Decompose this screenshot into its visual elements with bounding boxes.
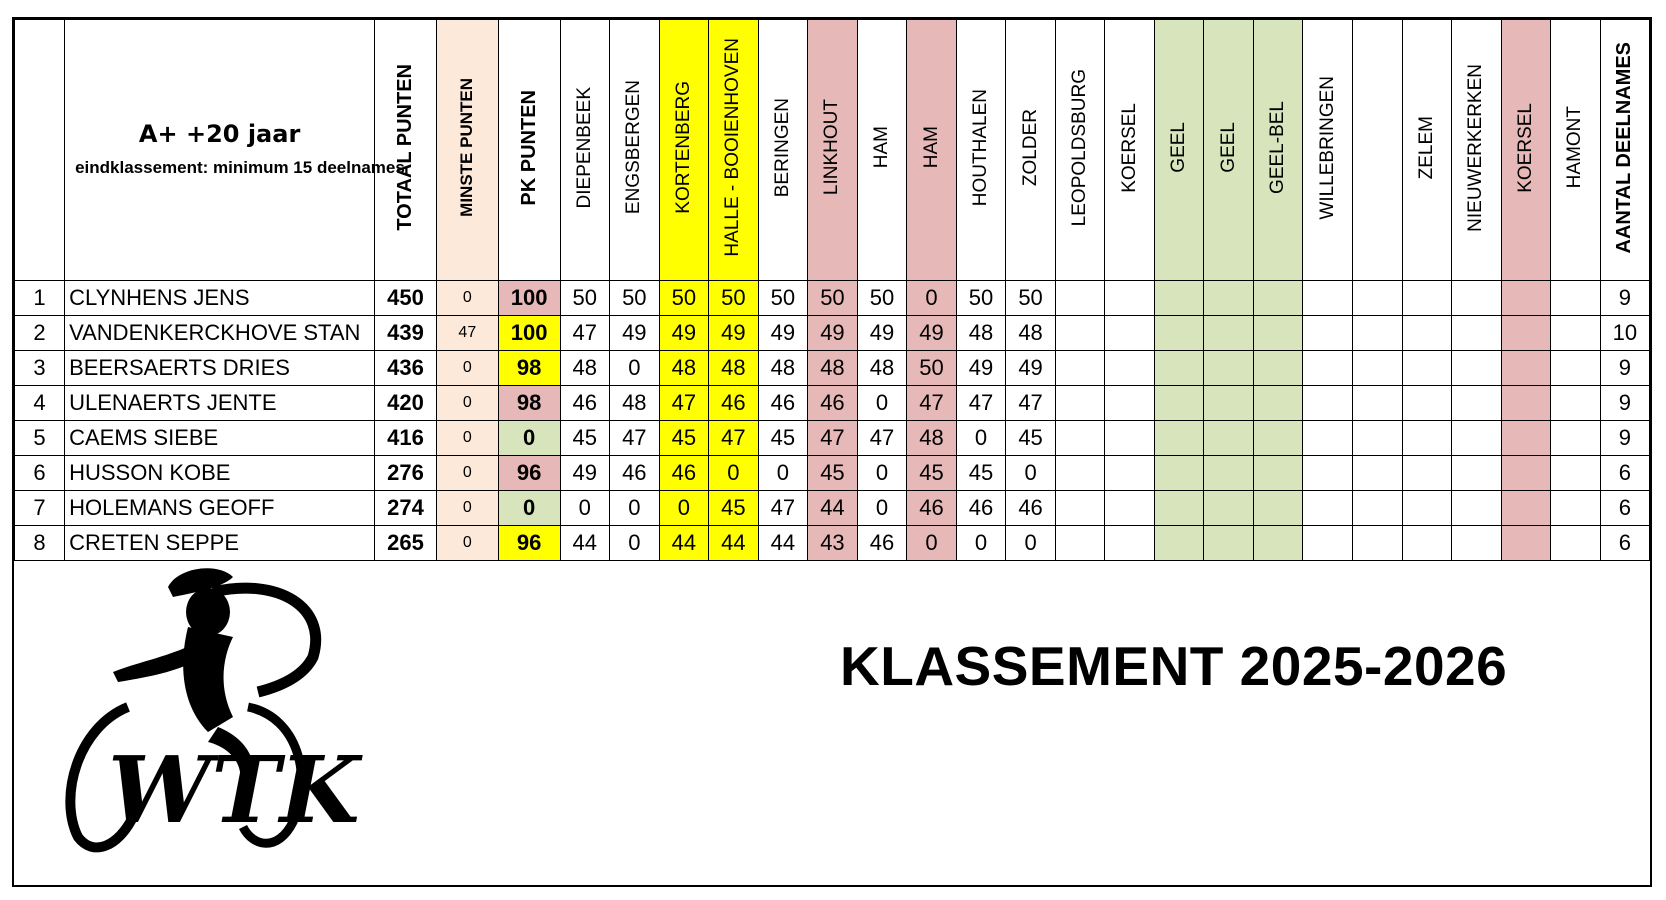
race-score xyxy=(1452,456,1502,491)
race-score: 44 xyxy=(560,526,610,561)
race-score xyxy=(1402,386,1452,421)
race-score xyxy=(1105,351,1155,386)
race-score: 47 xyxy=(610,421,660,456)
race-score: 48 xyxy=(956,316,1006,351)
race-header-12: GEEL xyxy=(1154,20,1204,281)
race-score: 0 xyxy=(857,456,907,491)
table-row xyxy=(15,316,1650,351)
race-score xyxy=(1105,456,1155,491)
total-points: 450 xyxy=(375,281,437,316)
race-score xyxy=(1452,491,1502,526)
race-score xyxy=(1551,421,1601,456)
race-score xyxy=(1501,456,1551,491)
race-score: 45 xyxy=(709,491,759,526)
race-score: 0 xyxy=(1006,456,1056,491)
race-score: 45 xyxy=(1006,421,1056,456)
race-score xyxy=(1055,386,1105,421)
race-score: 50 xyxy=(659,281,709,316)
race-header-3: HALLE - BOOIENHOVEN xyxy=(709,20,759,281)
race-score: 45 xyxy=(907,456,957,491)
minste-points: 0 xyxy=(436,526,498,561)
minste-points: 0 xyxy=(436,421,498,456)
race-score: 48 xyxy=(907,421,957,456)
race-score xyxy=(1452,316,1502,351)
race-score xyxy=(1105,491,1155,526)
race-score: 49 xyxy=(560,456,610,491)
race-score xyxy=(1353,491,1403,526)
race-score: 48 xyxy=(758,351,808,386)
race-score: 44 xyxy=(709,526,759,561)
race-score: 47 xyxy=(1006,386,1056,421)
race-score xyxy=(1303,491,1353,526)
race-score: 0 xyxy=(610,351,660,386)
race-score xyxy=(1154,421,1204,456)
pk-points: 100 xyxy=(498,281,560,316)
race-score xyxy=(1402,316,1452,351)
race-score: 47 xyxy=(659,386,709,421)
race-score: 45 xyxy=(560,421,610,456)
table-row xyxy=(15,456,1650,491)
race-score xyxy=(1551,386,1601,421)
race-score xyxy=(1402,351,1452,386)
race-score: 50 xyxy=(709,281,759,316)
race-score xyxy=(1402,421,1452,456)
race-score: 49 xyxy=(659,316,709,351)
klassement-title: KLASSEMENT 2025-2026 xyxy=(840,635,1508,697)
race-score xyxy=(1154,281,1204,316)
race-score: 48 xyxy=(610,386,660,421)
race-score: 46 xyxy=(808,386,858,421)
race-score: 48 xyxy=(1006,316,1056,351)
race-score xyxy=(1154,386,1204,421)
minste-points: 0 xyxy=(436,351,498,386)
race-score xyxy=(1055,351,1105,386)
race-score: 46 xyxy=(1006,491,1056,526)
table-row xyxy=(15,281,1650,316)
deelnames-count: 6 xyxy=(1600,491,1649,526)
race-score: 45 xyxy=(808,456,858,491)
minste-header: MINSTE PUNTEN xyxy=(436,20,498,281)
race-score xyxy=(1303,386,1353,421)
race-header-15: WILLEBRINGEN xyxy=(1303,20,1353,281)
rank-cell: 6 xyxy=(15,456,65,491)
race-score xyxy=(1452,421,1502,456)
race-score: 50 xyxy=(1006,281,1056,316)
race-score: 47 xyxy=(956,386,1006,421)
race-score xyxy=(1204,281,1254,316)
race-score xyxy=(1154,316,1204,351)
race-score xyxy=(1154,351,1204,386)
pk-points: 96 xyxy=(498,526,560,561)
minste-points: 47 xyxy=(436,316,498,351)
race-header-0: DIEPENBEEK xyxy=(560,20,610,281)
race-score: 45 xyxy=(659,421,709,456)
race-header-9: ZOLDER xyxy=(1006,20,1056,281)
rank-cell: 4 xyxy=(15,386,65,421)
race-score xyxy=(1154,491,1204,526)
total-points: 436 xyxy=(375,351,437,386)
rider-name: CLYNHENS JENS xyxy=(65,281,375,316)
race-score xyxy=(1353,386,1403,421)
race-score xyxy=(1353,351,1403,386)
race-score: 49 xyxy=(808,316,858,351)
rank-cell: 2 xyxy=(15,316,65,351)
race-score: 46 xyxy=(560,386,610,421)
deelnames-count: 9 xyxy=(1600,351,1649,386)
deelnames-count: 9 xyxy=(1600,386,1649,421)
table-row xyxy=(15,491,1650,526)
race-score xyxy=(1105,281,1155,316)
rider-name: ULENAERTS JENTE xyxy=(65,386,375,421)
total-points: 416 xyxy=(375,421,437,456)
title-cell xyxy=(65,20,405,281)
deelnames-header: AANTAL DEELNAMES xyxy=(1600,20,1649,281)
race-score: 44 xyxy=(758,526,808,561)
race-score: 47 xyxy=(560,316,610,351)
race-score xyxy=(1055,316,1105,351)
race-score xyxy=(1105,421,1155,456)
race-score: 0 xyxy=(610,491,660,526)
race-header-7: HAM xyxy=(907,20,957,281)
race-score xyxy=(1253,386,1303,421)
race-score xyxy=(1204,351,1254,386)
race-score: 47 xyxy=(758,491,808,526)
pk-points: 0 xyxy=(498,491,560,526)
race-score xyxy=(1055,456,1105,491)
race-header-16 xyxy=(1353,20,1403,281)
race-header-20: HAMONT xyxy=(1551,20,1601,281)
race-score: 45 xyxy=(956,456,1006,491)
race-score: 49 xyxy=(956,351,1006,386)
pk-points: 98 xyxy=(498,351,560,386)
race-score: 45 xyxy=(758,421,808,456)
rank-cell: 5 xyxy=(15,421,65,456)
race-score: 0 xyxy=(560,491,610,526)
race-score: 0 xyxy=(956,421,1006,456)
race-score: 47 xyxy=(808,421,858,456)
race-score: 50 xyxy=(560,281,610,316)
footer-area xyxy=(14,537,1650,885)
race-header-19: KOERSEL xyxy=(1501,20,1551,281)
table-row xyxy=(15,386,1650,421)
race-score: 47 xyxy=(709,421,759,456)
pk-header: PK PUNTEN xyxy=(498,20,560,281)
race-score xyxy=(1551,351,1601,386)
race-score: 46 xyxy=(956,491,1006,526)
race-score xyxy=(1204,456,1254,491)
race-score xyxy=(1501,421,1551,456)
race-score xyxy=(1253,421,1303,456)
race-header-8: HOUTHALEN xyxy=(956,20,1006,281)
race-score xyxy=(1303,316,1353,351)
race-score xyxy=(1501,491,1551,526)
race-score: 50 xyxy=(758,281,808,316)
race-score: 48 xyxy=(659,351,709,386)
rider-name: CRETEN SEPPE xyxy=(65,526,375,561)
race-score: 49 xyxy=(758,316,808,351)
race-score: 0 xyxy=(758,456,808,491)
race-score: 48 xyxy=(808,351,858,386)
race-score: 46 xyxy=(709,386,759,421)
race-score xyxy=(1204,316,1254,351)
race-score: 48 xyxy=(857,351,907,386)
minste-points: 0 xyxy=(436,386,498,421)
total-points: 274 xyxy=(375,491,437,526)
total-points: 265 xyxy=(375,526,437,561)
race-header-1: ENGSBERGEN xyxy=(610,20,660,281)
race-header-13: GEEL xyxy=(1204,20,1254,281)
race-score xyxy=(1303,421,1353,456)
race-score: 46 xyxy=(758,386,808,421)
total-header: TOTAAL PUNTEN xyxy=(375,20,437,281)
rider-name: HUSSON KOBE xyxy=(65,456,375,491)
race-score: 50 xyxy=(857,281,907,316)
race-score xyxy=(1253,456,1303,491)
rank-header xyxy=(15,20,65,281)
race-score xyxy=(1501,281,1551,316)
race-score: 46 xyxy=(659,456,709,491)
total-points: 276 xyxy=(375,456,437,491)
race-score: 46 xyxy=(610,456,660,491)
race-score xyxy=(1055,491,1105,526)
minste-points: 0 xyxy=(436,456,498,491)
rank-cell: 3 xyxy=(15,351,65,386)
minste-points: 0 xyxy=(436,281,498,316)
pk-points: 96 xyxy=(498,456,560,491)
rider-name: CAEMS SIEBE xyxy=(65,421,375,456)
race-score: 0 xyxy=(907,281,957,316)
race-score: 0 xyxy=(857,491,907,526)
minste-points: 0 xyxy=(436,491,498,526)
race-score xyxy=(1253,491,1303,526)
race-score: 50 xyxy=(907,351,957,386)
race-score: 47 xyxy=(857,421,907,456)
race-score: 49 xyxy=(1006,351,1056,386)
race-score xyxy=(1055,281,1105,316)
deelnames-count: 6 xyxy=(1600,456,1649,491)
deelnames-count: 9 xyxy=(1600,421,1649,456)
race-header-5: LINKHOUT xyxy=(808,20,858,281)
race-score xyxy=(1551,491,1601,526)
race-header-6: HAM xyxy=(857,20,907,281)
race-score xyxy=(1501,316,1551,351)
race-score xyxy=(1501,351,1551,386)
race-score: 0 xyxy=(956,526,1006,561)
race-score xyxy=(1452,386,1502,421)
rank-cell: 1 xyxy=(15,281,65,316)
race-score xyxy=(1303,351,1353,386)
race-score: 0 xyxy=(709,456,759,491)
table-row xyxy=(15,421,1650,456)
rider-name: BEERSAERTS DRIES xyxy=(65,351,375,386)
race-score xyxy=(1551,316,1601,351)
race-header-17: ZELEM xyxy=(1402,20,1452,281)
race-score: 43 xyxy=(808,526,858,561)
header-row xyxy=(15,20,1650,281)
table-row xyxy=(15,351,1650,386)
race-score xyxy=(1402,281,1452,316)
race-score: 0 xyxy=(907,526,957,561)
race-header-4: BERINGEN xyxy=(758,20,808,281)
race-header-2: KORTENBERG xyxy=(659,20,709,281)
race-score xyxy=(1154,456,1204,491)
total-points: 420 xyxy=(375,386,437,421)
logo-lettering: WTK xyxy=(108,736,360,844)
race-score: 0 xyxy=(1006,526,1056,561)
race-score xyxy=(1402,491,1452,526)
race-score xyxy=(1253,316,1303,351)
pk-points: 100 xyxy=(498,316,560,351)
race-header-11: KOERSEL xyxy=(1105,20,1155,281)
race-score xyxy=(1402,456,1452,491)
total-points: 439 xyxy=(375,316,437,351)
pk-points: 0 xyxy=(498,421,560,456)
deelnames-count: 9 xyxy=(1600,281,1649,316)
race-score xyxy=(1452,351,1502,386)
race-score: 44 xyxy=(808,491,858,526)
race-score: 50 xyxy=(956,281,1006,316)
race-score: 48 xyxy=(560,351,610,386)
race-score xyxy=(1204,421,1254,456)
deelnames-count: 6 xyxy=(1600,526,1649,561)
rank-cell: 7 xyxy=(15,491,65,526)
race-score xyxy=(1353,316,1403,351)
standings-sheet xyxy=(12,17,1652,887)
race-score xyxy=(1551,281,1601,316)
race-score: 0 xyxy=(857,386,907,421)
race-score xyxy=(1353,421,1403,456)
category-subtitle: eindklassement: minimum 15 deelnames xyxy=(75,158,405,177)
race-score xyxy=(1551,456,1601,491)
race-score: 50 xyxy=(808,281,858,316)
standings-table xyxy=(14,19,1650,561)
race-score: 0 xyxy=(659,491,709,526)
race-score xyxy=(1501,386,1551,421)
race-score: 49 xyxy=(610,316,660,351)
rider-name: VANDENKERCKHOVE STAN xyxy=(65,316,375,351)
category-title: A+ +20 jaar xyxy=(138,120,301,148)
race-score: 48 xyxy=(709,351,759,386)
race-header-10: LEOPOLDSBURG xyxy=(1055,20,1105,281)
wtk-cyclist-logo xyxy=(58,557,360,857)
race-score xyxy=(1105,386,1155,421)
race-score xyxy=(1303,456,1353,491)
race-score: 44 xyxy=(659,526,709,561)
race-score xyxy=(1253,351,1303,386)
race-header-14: GEEL-BEL xyxy=(1253,20,1303,281)
race-score: 46 xyxy=(907,491,957,526)
race-score: 49 xyxy=(709,316,759,351)
pk-points: 98 xyxy=(498,386,560,421)
race-score: 49 xyxy=(907,316,957,351)
rider-name: HOLEMANS GEOFF xyxy=(65,491,375,526)
deelnames-count: 10 xyxy=(1600,316,1649,351)
race-score xyxy=(1452,281,1502,316)
race-score xyxy=(1353,281,1403,316)
race-score xyxy=(1253,281,1303,316)
race-score: 0 xyxy=(610,526,660,561)
race-score xyxy=(1055,421,1105,456)
race-score xyxy=(1204,386,1254,421)
race-score: 46 xyxy=(857,526,907,561)
race-score: 50 xyxy=(610,281,660,316)
race-score xyxy=(1353,456,1403,491)
race-score xyxy=(1204,491,1254,526)
race-score xyxy=(1105,316,1155,351)
race-score xyxy=(1303,281,1353,316)
rank-cell: 8 xyxy=(15,526,65,561)
race-header-18: NIEUWERKERKEN xyxy=(1452,20,1502,281)
race-score: 49 xyxy=(857,316,907,351)
race-score: 47 xyxy=(907,386,957,421)
